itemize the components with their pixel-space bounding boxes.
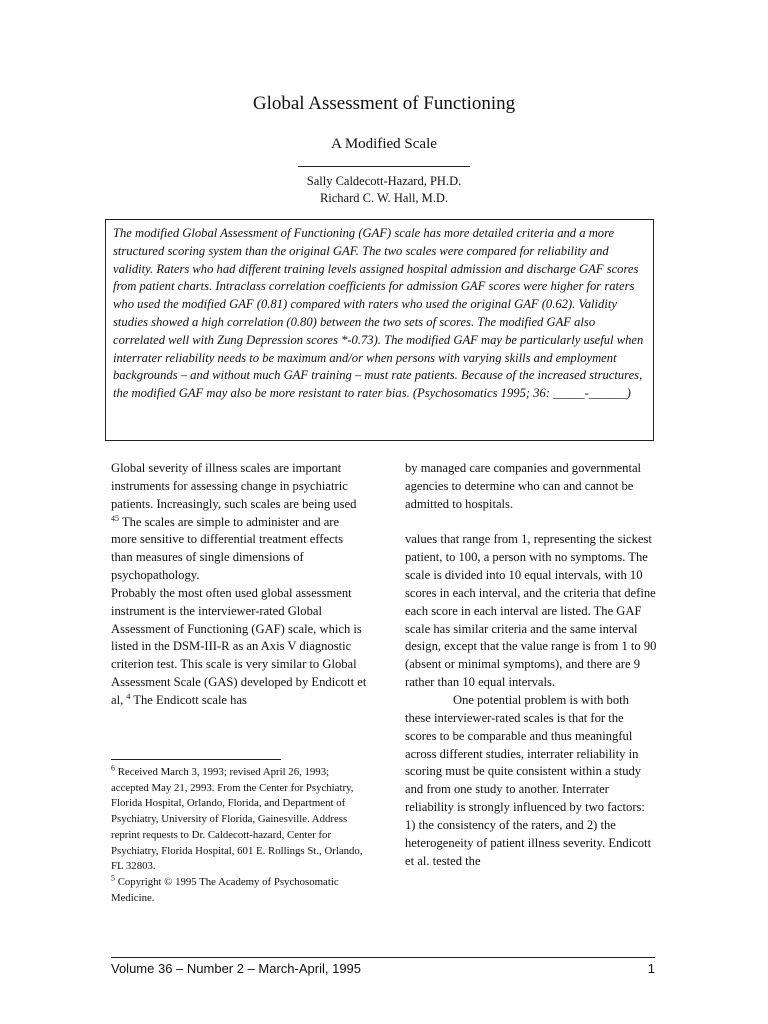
- footnote-copyright-text: Copyright © 1995 The Academy of Psychosomatic Medicine.: [111, 875, 339, 904]
- paragraph-gap: [405, 514, 657, 532]
- right-paragraph-2: One potential problem is with both these interviewer-rated scales is that for the scores to be comparable and thus meaningful across different studies, interrater reliability in scoring must be quite consistent within a study and from one study to another. Interrater reliability is strongly influenced by two factors: 1) the consistency of the raters, and 2) the heterogeneity of patient illness severity. Endicott et al. tested the: [405, 692, 652, 868]
- right-paragraph-1: values that range from 1, representing the sickest patient, to 100, a person with no symptoms. The scale is divided into 10 equal intervals, with 10 scores in each interval, and the criteria that define each score in each interval are listed. The GAF scale has similar criteria and the same interval design, except that the value range is from 1 to 90 (absent or minimal symptoms), and there are 9 rather than 10 equal intervals.: [405, 532, 657, 690]
- page-number: 1: [647, 961, 655, 976]
- footer-rule: [111, 957, 655, 958]
- author-1: Sally Caldecott-Hazard, PH.D.: [306, 174, 462, 188]
- footnotes: [111, 765, 369, 906]
- footnote-mark-1: 6: [111, 763, 115, 773]
- left-paragraph-2: [111, 585, 367, 710]
- page-footer: [111, 961, 655, 976]
- footnote-mark-2: 5: [111, 873, 115, 883]
- citation-45: 45: [111, 513, 119, 523]
- right-column: [405, 460, 657, 870]
- left-p2-text: Probably the most often used global assessment instrument is the interviewer-rated Global Assessment of Functioning (GAF) scale, which is listed in the DSM-III-R as an Axis V diagnostic criterion test. This scale is very similar to Global Assessment Scale (GAS) developed by Endicott et al,: [111, 585, 367, 707]
- paper-title: Global Assessment of Functioning: [252, 93, 516, 114]
- paper-subtitle: A Modified Scale: [331, 136, 437, 152]
- abstract-box: [105, 219, 654, 441]
- footnote-received: [111, 765, 369, 875]
- author-2: Richard C. W. Hall, M.D.: [319, 191, 449, 205]
- footnote-received-text: Received March 3, 1993; revised April 26, 1993; accepted May 21, 2993. From the Center for Psychiatry, Florida Hospital, Orlando, Florida, and Department of Psychiatry, University of Florida, Gainesville. Address reprint requests to Dr. Caldecott-hazard, Center for Psychiatry, Florida Hospital, 601 E. Rollings St., Orlando, FL 32803.: [111, 766, 363, 873]
- citation-4: 4: [126, 691, 131, 701]
- left-paragraph-1: [111, 460, 367, 585]
- left-p1-text: Global severity of illness scales are important instruments for assessing change in psychiatric patients. Increasingly, such scales are being used: [111, 461, 357, 511]
- right-paragraph-0: by managed care companies and governmental agencies to determine who can and cannot be admitted to hospitals.: [405, 461, 642, 511]
- journal-info: Volume 36 – Number 2 – March-April, 1995: [111, 961, 362, 976]
- left-p2-text-cont: The Endicott scale has: [130, 692, 247, 707]
- footnote-rule: [111, 759, 281, 760]
- left-p1-text-cont: The scales are simple to administer and are more sensitive to differential treatment effects than measures of single dimensions of psychopathology.: [111, 514, 344, 583]
- abstract-text: The modified Global Assessment of Functioning (GAF) scale has more detailed criteria and a more structured scoring system than the original GAF. The two scales were compared for reliability and validity. Raters who had different training levels assigned hospital admission and discharge GAF scores from patient charts. Intraclass correlation coefficients for admission GAF scores were higher for raters who used the modified GAF (0.81) compared with raters who used the original GAF (0.62). Validity studies showed a high correlation (0.80) between the two sets of scores. The modified GAF also correlated well with Zung Depression scores *-0.73). The modified GAF may be particularly useful when interrater reliability needs to be maximum and/or when persons with varying skills and employment backgrounds – and without much GAF training – must rate patients. Because of the increased structures, the modified GAF may also be more resistant to rater bias. (Psychosomatics 1995; 36: _____-______): [113, 226, 644, 401]
- footnote-copyright: [111, 875, 369, 906]
- left-column: [111, 460, 367, 710]
- title-rule: [298, 166, 470, 167]
